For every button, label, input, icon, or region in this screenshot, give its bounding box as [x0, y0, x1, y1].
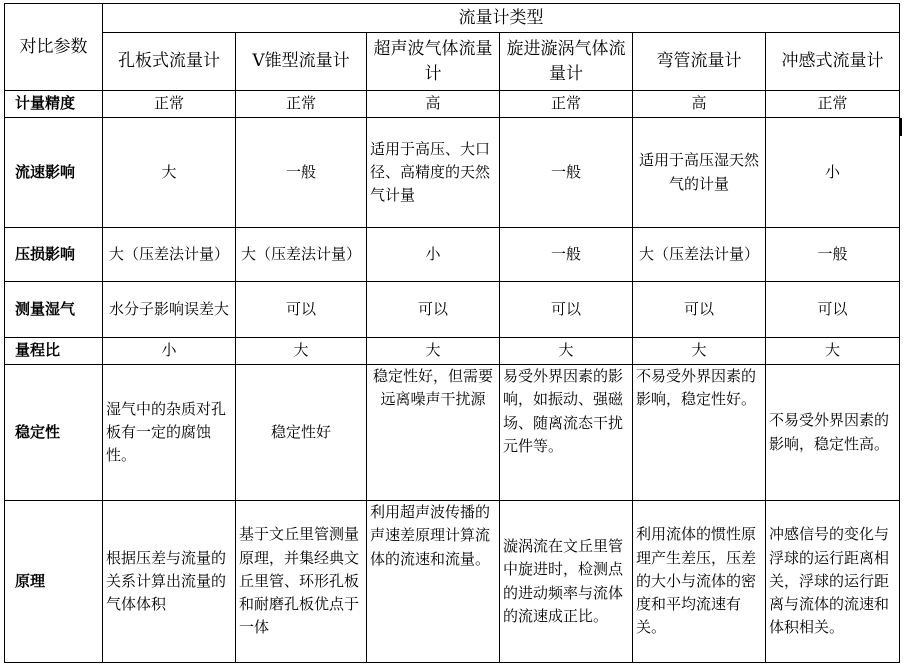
table-cell: [633, 365, 766, 501]
cell-text: 大（压差法计量）: [240, 244, 361, 263]
meter-type-header-orifice: [103, 33, 236, 91]
cell-text: 大（压差法计量）: [638, 244, 759, 263]
meter-type-header-ultrasonic: [367, 33, 500, 91]
table-cell: [766, 501, 900, 663]
table-cell: [766, 282, 900, 338]
cell-text: 可以: [817, 299, 848, 318]
cell-text: 不易受外界因素的影响，稳定性好。: [636, 367, 757, 409]
cell-text: 一般: [285, 162, 316, 181]
row-label: 计量精度: [15, 94, 76, 113]
cell-text: 一般: [550, 244, 581, 263]
cell-text: 冲感信号的变化与浮球的运行距离相关，浮球的运行距离与流体的流速和体积相关。: [769, 525, 890, 637]
cell-text: 高: [691, 94, 707, 113]
meter-type-label: 弯管流量计: [656, 51, 742, 72]
table-cell: [500, 282, 633, 338]
table-cell: [103, 365, 236, 501]
meter-type-header-impulse: [766, 33, 900, 91]
table-cell: [236, 282, 367, 338]
text-cursor-mark: [900, 118, 902, 136]
table-cell: [103, 282, 236, 338]
table-cell: [500, 365, 633, 501]
table-cell: [500, 91, 633, 118]
cell-text: 适用于高压湿天然气的计量: [638, 151, 759, 193]
cell-text: 利用流体的惯性原理产生差压，压差的大小与流体的密度和平均流速有关。: [636, 525, 757, 637]
row-label-cell: [5, 228, 103, 282]
meter-type-label: 旋进漩涡气体流量计: [506, 38, 626, 84]
table-cell: [103, 118, 236, 228]
table-cell: [500, 228, 633, 282]
cell-text: 正常: [550, 94, 581, 113]
table-cell: [367, 118, 500, 228]
table-cell: [633, 338, 766, 365]
table-cell: [766, 118, 900, 228]
group-header-label: 流量计类型: [458, 7, 544, 28]
cell-text: 适用于高压、大口径、高精度的天然气计量: [370, 139, 491, 205]
cell-text: 不易受外界因素的影响，稳定性高。: [769, 411, 890, 453]
table-cell: [236, 338, 367, 365]
table-cell: [766, 228, 900, 282]
corner-header-cell: [5, 4, 103, 91]
cell-text: 稳定性好: [270, 422, 331, 441]
cell-text: 大: [161, 162, 177, 181]
comparison-table: [4, 3, 900, 663]
table-row: [5, 118, 900, 228]
table-cell: [766, 338, 900, 365]
cell-text: 可以: [285, 299, 316, 318]
table-row: [5, 338, 900, 365]
cell-text: 根据压差与流量的关系计算出流量的气体体积: [106, 548, 227, 614]
cell-text: 一般: [817, 244, 848, 263]
cell-text: 正常: [285, 94, 316, 113]
row-label-cell: [5, 118, 103, 228]
cell-text: 大: [825, 341, 841, 360]
cell-text: 高: [425, 94, 441, 113]
table-cell: [103, 91, 236, 118]
table-row: [5, 282, 900, 338]
row-label: 稳定性: [15, 422, 61, 441]
table-cell: [766, 365, 900, 501]
cell-text: 大（压差法计量）: [108, 244, 229, 263]
table-cell: [633, 501, 766, 663]
row-label: 流速影响: [15, 162, 76, 181]
row-label: 测量湿气: [15, 299, 76, 318]
table-cell: [103, 338, 236, 365]
table-row: [5, 365, 900, 501]
cell-text: 正常: [817, 94, 848, 113]
cell-text: 可以: [683, 299, 714, 318]
table-cell: [103, 501, 236, 663]
cell-text: 漩涡流在文丘里管中旋进时，检测点的进动频率与流体的流速成正比。: [503, 537, 624, 625]
table-cell: [633, 91, 766, 118]
cell-text: 易受外界因素的影响，如振动、强磁场、随离流态干扰元件等。: [503, 367, 624, 455]
table-cell: [633, 118, 766, 228]
table-cell: [367, 282, 500, 338]
table-cell: [367, 91, 500, 118]
meter-type-label: V锥型流量计: [252, 51, 350, 72]
table-cell: [367, 365, 500, 501]
cell-text: 可以: [417, 299, 448, 318]
cell-text: 小: [425, 244, 441, 263]
meter-type-header-vortex-precession: [500, 33, 633, 91]
table-cell: [500, 501, 633, 663]
cell-text: 可以: [550, 299, 581, 318]
cell-text: 一般: [550, 162, 581, 181]
corner-label: 对比参数: [19, 36, 88, 57]
cell-text: 水分子影响误差大: [108, 299, 229, 318]
table-row: [5, 91, 900, 118]
cell-text: 正常: [153, 94, 184, 113]
cell-text: 小: [825, 162, 841, 181]
table-cell: [236, 365, 367, 501]
meter-type-label: 超声波气体流量计: [373, 38, 493, 84]
table-header: [5, 4, 900, 91]
meter-type-header-v-cone: [236, 33, 367, 91]
cell-text: 小: [161, 341, 177, 360]
row-label: 原理: [15, 571, 46, 590]
cell-text: 湿气中的杂质对孔板有一定的腐蚀性。: [106, 399, 227, 465]
table-cell: [500, 118, 633, 228]
table-cell: [236, 91, 367, 118]
cell-text: 稳定性好，但需要远离噪声干扰源: [372, 367, 493, 409]
table-cell: [500, 338, 633, 365]
row-label: 压损影响: [15, 244, 76, 263]
group-header-cell: [103, 4, 900, 33]
table-cell: [367, 228, 500, 282]
table-row: [5, 228, 900, 282]
meter-type-label: 冲感式流量计: [781, 51, 884, 72]
table-cell: [633, 228, 766, 282]
row-label-cell: [5, 338, 103, 365]
table-cell: [236, 228, 367, 282]
table-cell: [236, 118, 367, 228]
cell-text: 大: [293, 341, 309, 360]
table-cell: [103, 228, 236, 282]
meter-type-header-elbow: [633, 33, 766, 91]
cell-text: 利用超声波传播的声速差原理计算流体的流速和流量。: [370, 503, 491, 568]
table-cell: [633, 282, 766, 338]
row-label-cell: [5, 91, 103, 118]
table-cell: [367, 501, 500, 663]
cell-text: 大: [425, 341, 441, 360]
row-label-cell: [5, 365, 103, 501]
meter-type-label: 孔板式流量计: [118, 51, 220, 72]
cell-text: 大: [558, 341, 574, 360]
row-label-cell: [5, 501, 103, 663]
table-cell: [236, 501, 367, 663]
cell-text: 基于文丘里管测量原理，并集经典文丘里管、环形孔板和耐磨孔板优点于一体: [239, 525, 360, 637]
row-label: 量程比: [15, 341, 61, 360]
row-label-cell: [5, 282, 103, 338]
table-cell: [766, 91, 900, 118]
table-body: [5, 91, 900, 663]
table-row: [5, 501, 900, 663]
table-cell: [367, 338, 500, 365]
cell-text: 大: [691, 341, 707, 360]
